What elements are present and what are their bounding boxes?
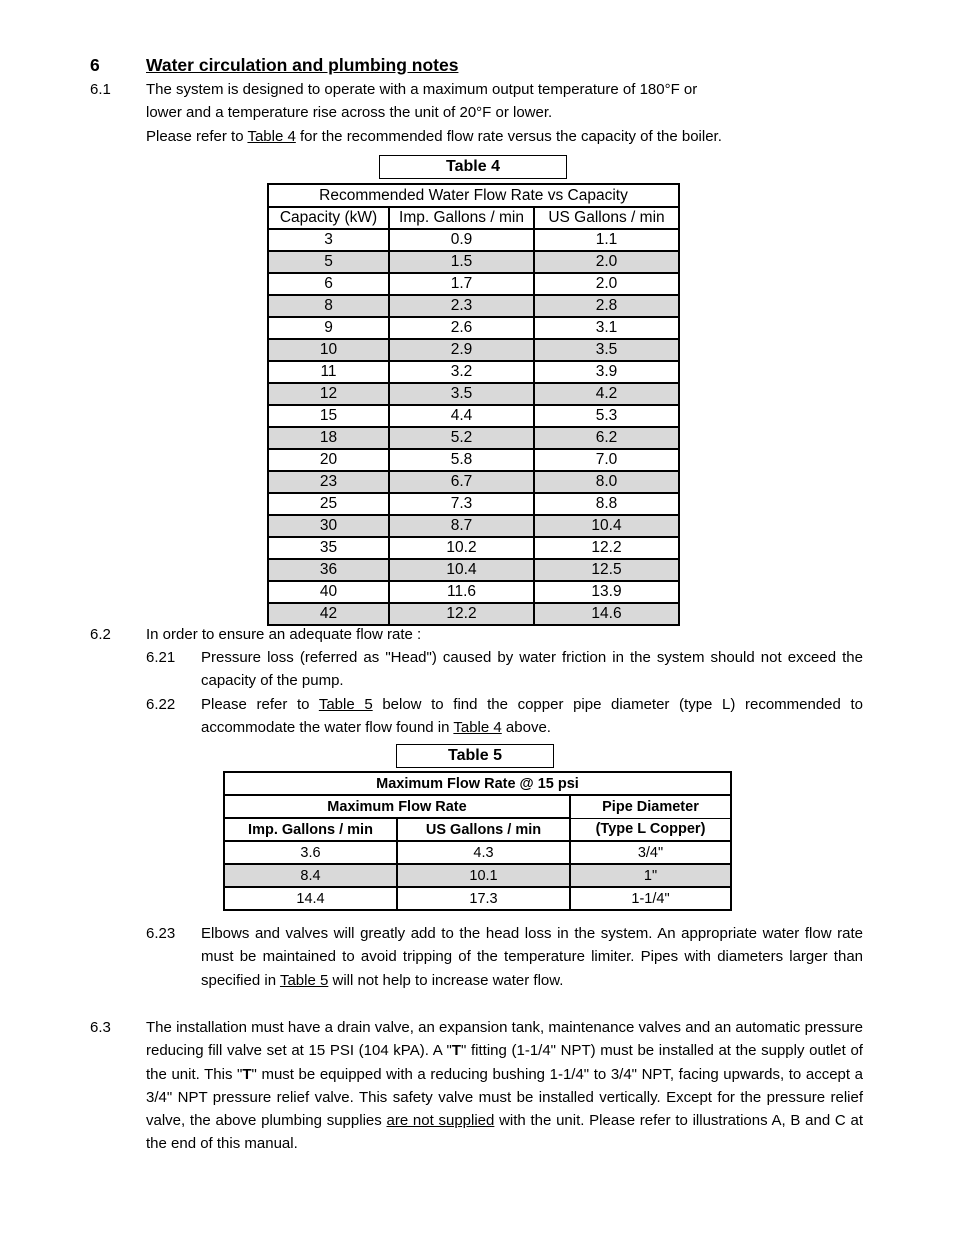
table-4-title: Recommended Water Flow Rate vs Capacity bbox=[268, 184, 679, 207]
table-5-cell: 1" bbox=[570, 864, 731, 887]
table-4-cell: 5.2 bbox=[389, 427, 534, 449]
para-6-1-number: 6.1 bbox=[90, 81, 111, 98]
table-4-cell: 3.9 bbox=[534, 361, 679, 383]
table-4-caption: Table 4 bbox=[379, 155, 567, 179]
table-4-row bbox=[268, 581, 679, 603]
table-4-header-capacity: Capacity (kW) bbox=[268, 207, 389, 229]
para-6-23-pre: Elbows and valves will greatly add to the head loss in the system. An appropriate water flow rate must be maintained to avoid tripping of the temperature limiter. Pipes with diameters larger than specified in bbox=[201, 925, 863, 989]
table-5-cell: 3.6 bbox=[224, 841, 397, 864]
table-4-cell: 8 bbox=[268, 295, 389, 317]
table-4-row bbox=[268, 339, 679, 361]
para-6-3-bold-t2: T bbox=[242, 1065, 252, 1083]
table-5-title: Maximum Flow Rate @ 15 psi bbox=[224, 772, 731, 795]
table-4-row bbox=[268, 383, 679, 405]
table-4-cell: 9 bbox=[268, 317, 389, 339]
section-number: 6 bbox=[90, 55, 100, 75]
table-4-cell: 23 bbox=[268, 471, 389, 493]
table-4-cell: 11.6 bbox=[389, 581, 534, 603]
table-4-cell: 15 bbox=[268, 405, 389, 427]
table-4-cell: 5.8 bbox=[389, 449, 534, 471]
table-4-cell: 25 bbox=[268, 493, 389, 515]
table-4-cell: 4.4 bbox=[389, 405, 534, 427]
table-5-group-header: Maximum Flow Rate bbox=[224, 795, 570, 818]
table-4-row bbox=[268, 515, 679, 537]
table-5-row bbox=[224, 864, 731, 887]
table-4-cell: 13.9 bbox=[534, 581, 679, 603]
para-6-21-number: 6.21 bbox=[146, 649, 176, 666]
table-4-row bbox=[268, 603, 679, 625]
table-5-cell: 17.3 bbox=[397, 887, 570, 910]
table-4-cell: 2.0 bbox=[534, 251, 679, 273]
table-5-row bbox=[224, 887, 731, 910]
table-4-cell: 1.5 bbox=[389, 251, 534, 273]
table-4-row bbox=[268, 251, 679, 273]
table-4-cell: 40 bbox=[268, 581, 389, 603]
table-5-reference-link[interactable]: Table 5 bbox=[318, 696, 373, 713]
table-4-cell: 6 bbox=[268, 273, 389, 295]
table-4-cell: 2.3 bbox=[389, 295, 534, 317]
table-4-cell: 5.3 bbox=[534, 405, 679, 427]
para-6-21-text: Pressure loss (referred as "Head") caused by water friction in the system should not exceed the capacity of the pump. bbox=[201, 649, 863, 690]
table-5-header-imp: Imp. Gallons / min bbox=[224, 818, 397, 841]
table-4-cell: 12.2 bbox=[534, 537, 679, 559]
para-6-3-part1: The installation must have a drain valve, an expansion tank, maintenance valves and an automatic pressure reducing fill valve set at 15 PSI (104 kPA). A " bbox=[146, 1019, 863, 1060]
table-4-cell: 12.2 bbox=[389, 603, 534, 625]
table-4-cell: 10 bbox=[268, 339, 389, 361]
table-4-cell: 35 bbox=[268, 537, 389, 559]
section-heading bbox=[90, 55, 458, 76]
table-4-cell: 18 bbox=[268, 427, 389, 449]
table-5-cell: 3/4" bbox=[570, 841, 731, 864]
table-4-row bbox=[268, 317, 679, 339]
table-4-row bbox=[268, 493, 679, 515]
para-6-23-number: 6.23 bbox=[146, 925, 176, 942]
table-4-row bbox=[268, 471, 679, 493]
table-4-row bbox=[268, 229, 679, 251]
para-6-22-pre: Please refer to bbox=[201, 696, 319, 713]
table-4-row bbox=[268, 427, 679, 449]
table-4-cell: 3 bbox=[268, 229, 389, 251]
table-4-row bbox=[268, 295, 679, 317]
table-4-row bbox=[268, 405, 679, 427]
table-4-cell: 2.9 bbox=[389, 339, 534, 361]
para-6-23-post: will not help to increase water flow. bbox=[328, 971, 564, 989]
para-6-22-post: above. bbox=[501, 719, 551, 737]
table-4-cell: 8.7 bbox=[389, 515, 534, 537]
table-4-cell: 10.2 bbox=[389, 537, 534, 559]
para-6-1-text-tail: for the recommended flow rate versus the capacity of the boiler. bbox=[295, 128, 722, 145]
table-5-cell: 4.3 bbox=[397, 841, 570, 864]
table-4-reference-link[interactable]: Table 4 bbox=[453, 719, 502, 737]
table-4-header-us: US Gallons / min bbox=[534, 207, 679, 229]
table-4-cell: 36 bbox=[268, 559, 389, 581]
table-4-row bbox=[268, 361, 679, 383]
table-4-cell: 20 bbox=[268, 449, 389, 471]
table-4-cell: 0.9 bbox=[389, 229, 534, 251]
table-4-cell: 2.0 bbox=[534, 273, 679, 295]
para-6-1-line1: The system is designed to operate with a maximum output temperature of 180°F or bbox=[146, 81, 698, 98]
table-5-cell: 8.4 bbox=[224, 864, 397, 887]
para-6-1-text: Please refer to bbox=[146, 128, 248, 145]
table-4-cell: 2.8 bbox=[534, 295, 679, 317]
table-4-cell: 3.5 bbox=[534, 339, 679, 361]
para-6-2-number: 6.2 bbox=[90, 626, 111, 643]
para-6-3-not-supplied: are not supplied bbox=[386, 1112, 495, 1130]
para-6-3-part2: " fitting (1-1/4" NPT) must be installed at the supply outlet of the unit. This " bbox=[146, 1042, 863, 1083]
para-6-2-text: In order to ensure an adequate flow rate : bbox=[146, 626, 422, 643]
table-4-cell: 30 bbox=[268, 515, 389, 537]
table-4-row bbox=[268, 273, 679, 295]
table-5-caption: Table 5 bbox=[396, 744, 554, 768]
table-5 bbox=[223, 771, 732, 911]
table-4-cell: 42 bbox=[268, 603, 389, 625]
table-4-cell: 7.3 bbox=[389, 493, 534, 515]
table-5-cell: 14.4 bbox=[224, 887, 397, 910]
table-4-cell: 5 bbox=[268, 251, 389, 273]
table-4-cell: 6.7 bbox=[389, 471, 534, 493]
para-6-1-line2: lower and a temperature rise across the unit of 20°F or lower. bbox=[146, 104, 553, 121]
para-6-3-number: 6.3 bbox=[90, 1019, 111, 1036]
para-6-23-text bbox=[201, 922, 863, 992]
para-6-22-text bbox=[201, 693, 863, 740]
table-4-reference-link[interactable]: Table 4 bbox=[247, 128, 296, 145]
para-6-22-mid: below to find the copper pipe diameter (type L) recommended to accommodate the water flow found in bbox=[201, 696, 864, 737]
table-5-cell: 1-1/4" bbox=[570, 887, 731, 910]
para-6-3-part3: " must be equipped with a reducing bushing 1-1/4" to 3/4" NPT, facing upwards, to accept a 3/4" NPT pressure relief valve. This safety valve must be installed vertically. Except for the pressure relief valve, the above plumbing supplies bbox=[146, 1065, 863, 1130]
para-6-3-part4: with the unit. Please refer to illustrations A, B and C at the end of this manual. bbox=[146, 1112, 863, 1153]
table-5-header-type: (Type L Copper) bbox=[570, 818, 731, 841]
table-4-cell: 2.6 bbox=[389, 317, 534, 339]
table-5-pipe-header: Pipe Diameter bbox=[570, 795, 731, 818]
table-4-row bbox=[268, 537, 679, 559]
table-4-cell: 4.2 bbox=[534, 383, 679, 405]
table-4-cell: 12.5 bbox=[534, 559, 679, 581]
para-6-3-bold-t: T bbox=[451, 1042, 462, 1060]
table-4-cell: 3.5 bbox=[389, 383, 534, 405]
table-4-cell: 3.1 bbox=[534, 317, 679, 339]
table-4-cell: 8.8 bbox=[534, 493, 679, 515]
table-4-row bbox=[268, 559, 679, 581]
table-5-reference-link[interactable]: Table 5 bbox=[279, 971, 329, 989]
table-4-cell: 1.1 bbox=[534, 229, 679, 251]
table-4-cell: 11 bbox=[268, 361, 389, 383]
para-6-1-line3 bbox=[146, 125, 722, 148]
table-4-header-imp: Imp. Gallons / min bbox=[389, 207, 534, 229]
table-4-cell: 3.2 bbox=[389, 361, 534, 383]
table-4-cell: 6.2 bbox=[534, 427, 679, 449]
para-6-22-number: 6.22 bbox=[146, 696, 176, 713]
table-4-cell: 10.4 bbox=[389, 559, 534, 581]
table-4-cell: 1.7 bbox=[389, 273, 534, 295]
table-5-row bbox=[224, 841, 731, 864]
table-5-header-us: US Gallons / min bbox=[397, 818, 570, 841]
table-4-cell: 14.6 bbox=[534, 603, 679, 625]
table-5-cell: 10.1 bbox=[397, 864, 570, 887]
para-6-3-text bbox=[146, 1016, 863, 1156]
table-4-row bbox=[268, 449, 679, 471]
table-4 bbox=[267, 183, 680, 626]
table-4-cell: 7.0 bbox=[534, 449, 679, 471]
table-4-cell: 12 bbox=[268, 383, 389, 405]
table-4-cell: 10.4 bbox=[534, 515, 679, 537]
table-4-cell: 8.0 bbox=[534, 471, 679, 493]
section-title: Water circulation and plumbing notes bbox=[146, 55, 459, 75]
